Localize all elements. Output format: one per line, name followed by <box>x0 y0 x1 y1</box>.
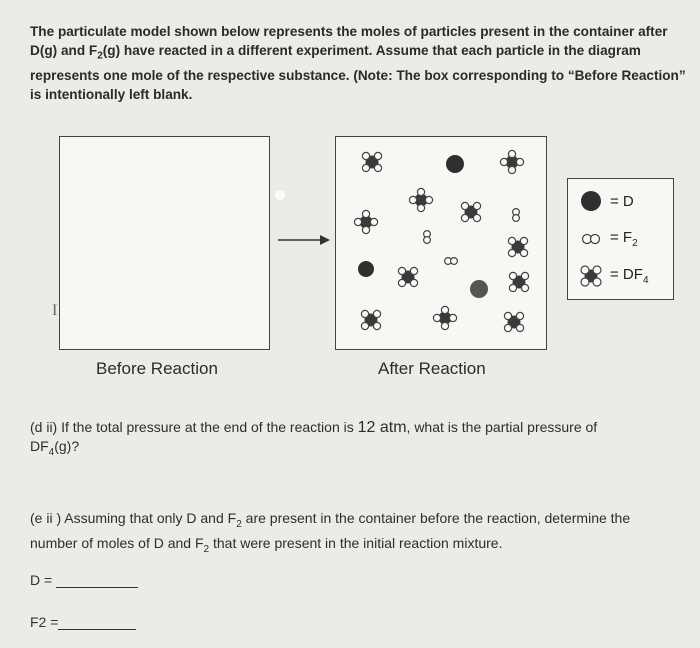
particle-diagram <box>336 137 545 348</box>
df4-particle <box>509 272 528 291</box>
df4-particle <box>398 267 417 286</box>
f2-particle <box>513 209 520 222</box>
after-reaction-caption: After Reaction <box>378 359 486 378</box>
before-reaction-caption: Before Reaction <box>96 359 218 378</box>
reaction-arrow-icon <box>278 232 330 248</box>
before-reaction-box <box>59 136 270 350</box>
legend-df4: = $DF_4$ <box>576 263 649 289</box>
intro-line-1: The particulate model shown below represents the moles of particles present in the container after <box>30 24 668 39</box>
legend-box <box>567 178 674 300</box>
after-reaction-box <box>335 136 547 350</box>
d-atom-icon <box>576 189 606 213</box>
answer-d-field[interactable]: D = <box>30 572 138 588</box>
text-cursor-icon: I <box>52 302 58 319</box>
d-particle <box>446 155 464 173</box>
question-d-ii: (d ii) If the total pressure at the end of the reaction is 12 atm, what is the partial pressure of $DF_4(g)$? <box>30 419 598 458</box>
intro-line-3: represents one mole of the respective substance. (Note: The box corresponding to “Before Reaction” <box>30 67 686 83</box>
f2-molecule-icon <box>576 229 606 249</box>
f2-particle <box>424 231 431 244</box>
answer-d-blank[interactable] <box>56 573 138 588</box>
answer-f2-blank[interactable] <box>58 615 136 630</box>
legend-d: = D <box>576 189 634 213</box>
answer-f2-field[interactable]: F2 = <box>30 614 136 630</box>
df4-particle <box>354 210 377 233</box>
photo-glare <box>275 190 285 200</box>
df4-particle <box>361 310 380 329</box>
question-e-ii: (e ii ) Assuming that only D and $F_2$ are present in the container before the reaction, determine the number of moles of D and $F_2$ that were present in the initial reaction mixture. <box>30 510 631 555</box>
intro-line-4: is intentionally left blank. <box>30 86 193 102</box>
problem-intro <box>30 22 695 104</box>
df4-particle <box>500 150 523 173</box>
intro-line-2: D(g) and $F_2(g)$ have reacted in a different experiment. Assume that each particle in the diagram <box>30 43 641 62</box>
d-particle <box>358 261 374 277</box>
df4-molecule-icon <box>576 263 606 289</box>
d-particle <box>470 280 488 298</box>
df4-particle <box>508 237 527 256</box>
df4-particle <box>433 306 456 329</box>
df4-particle <box>461 202 480 221</box>
df4-particle <box>504 312 523 331</box>
f2-particle <box>445 258 458 265</box>
df4-particle <box>409 188 432 211</box>
df4-particle <box>362 152 381 171</box>
legend-f2: = $F_2$ <box>576 229 638 249</box>
